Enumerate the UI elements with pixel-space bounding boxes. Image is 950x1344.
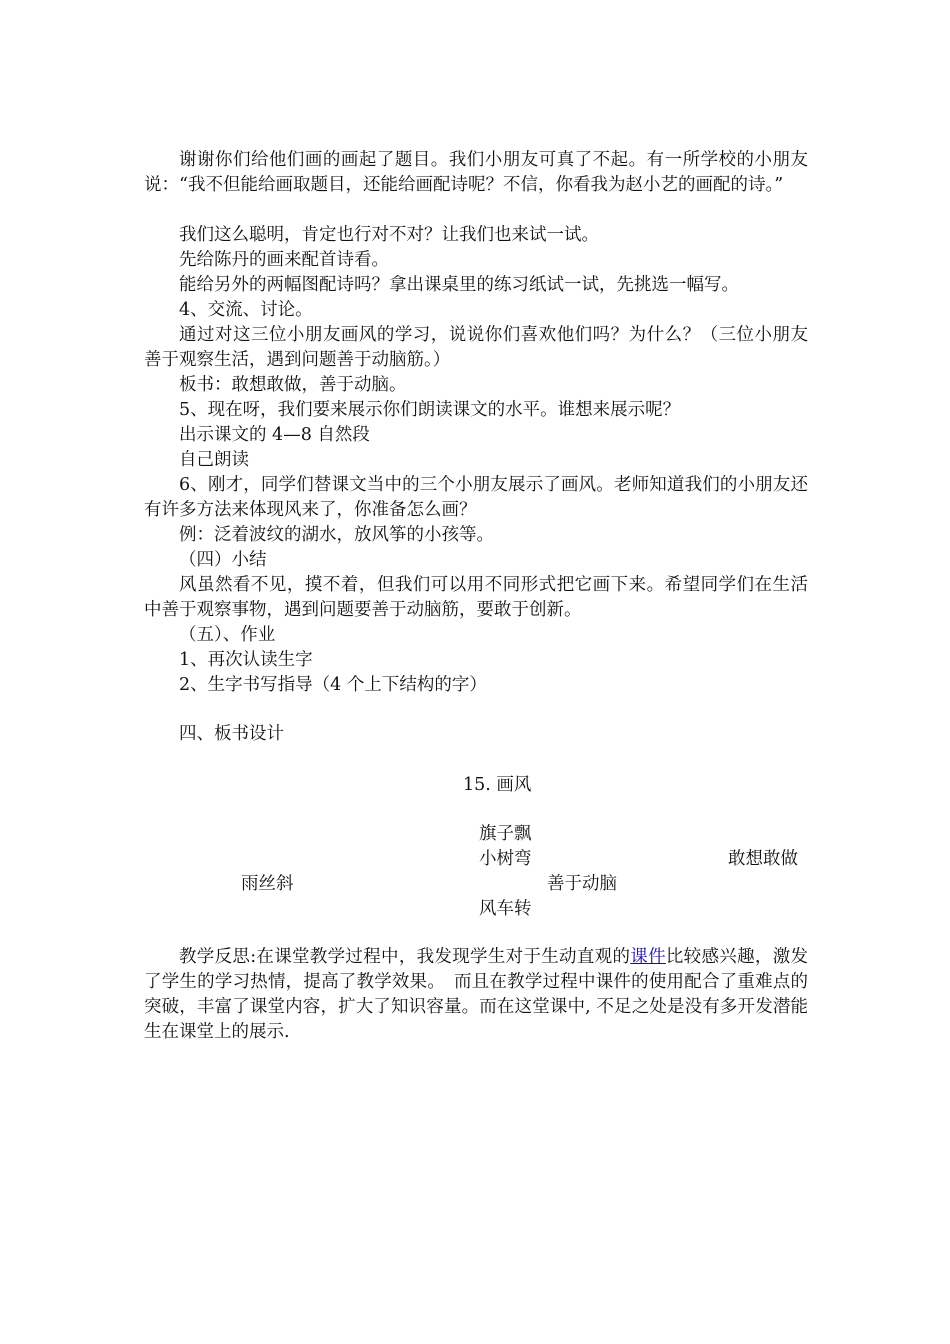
line-self-read: 自己朗读: [179, 450, 249, 470]
line-reading: 5、现在呀，我们要来展示你们朗读课文的水平。谁想来展示呢？: [179, 400, 681, 420]
line-try: 我们这么聪明，肯定也行对不对？让我们也来试一试。: [179, 225, 599, 245]
line-board-note: 板书：敢想敢做，善于动脑。: [179, 375, 407, 395]
section-board-design-heading: 四、板书设计: [179, 724, 284, 744]
line-show-text: 出示课文的 4—8 自然段: [179, 425, 370, 445]
reflection-text-end: 比较感兴趣，激发了学生的学习热情，提高了教学效果。 而且在教学过程中课件的使用配合了重难点的突破，丰富了课堂内容，扩大了知识容量。而在这堂课中, 不足之处是没有多开发潜能生在课堂上的展示.: [144, 947, 808, 1042]
board-item-tree: 小树弯: [479, 849, 532, 869]
board-item-think: 善于动脑: [547, 874, 617, 894]
line-example: 例：泛着波纹的湖水，放风筝的小孩等。: [179, 525, 494, 545]
homework-item-2: 2、生字书写指导（4 个上下结构的字）: [179, 675, 487, 695]
section-homework-heading: （五）、作业: [179, 625, 276, 645]
homework-item-1: 1、再次认读生字: [179, 650, 313, 670]
paragraph-three-kids: 通过对这三位小朋友画风的学习，说说你们喜欢他们吗？为什么？（三位小朋友善于观察生活，遇到问题善于动脑筋。）: [144, 325, 808, 370]
paragraph-draw-wind: 6、刚才，同学们替课文当中的三个小朋友展示了画风。老师知道我们的小朋友还有许多方法来体现风来了，你准备怎么画？: [144, 475, 808, 520]
line-other-pictures: 能给另外的两幅图配诗吗？拿出课桌里的练习纸试一试，先挑选一幅写。: [179, 275, 739, 295]
line-discuss: 4、交流、讨论。: [179, 300, 313, 320]
section-summary-heading: （四）小结: [179, 550, 267, 570]
board-title: 15. 画风: [463, 775, 532, 795]
reflection-text-start: 教学反思:在课堂教学过程中，我发现学生对于生动直观的: [179, 947, 631, 967]
paragraph-intro: 谢谢你们给他们画的画起了题目。我们小朋友可真了不起。有一所学校的小朋友说：“我不但能给画取题目，还能给画配诗呢？不信，你看我为赵小艺的画配的诗。”: [144, 150, 808, 195]
paragraph-reflection: [144, 945, 808, 1045]
board-item-flag: 旗子飘: [479, 824, 532, 844]
board-item-windmill: 风车转: [479, 899, 532, 919]
paragraph-summary: 风虽然看不见，摸不着，但我们可以用不同形式把它画下来。希望同学们在生活中善于观察事物，遇到问题要善于动脑筋，要敢于创新。: [144, 575, 808, 620]
line-chendan: 先给陈丹的画来配首诗看。: [179, 250, 389, 270]
board-item-dare: 敢想敢做: [728, 849, 798, 869]
board-item-rain: 雨丝斜: [241, 874, 294, 894]
courseware-link[interactable]: 课件: [630, 947, 666, 967]
